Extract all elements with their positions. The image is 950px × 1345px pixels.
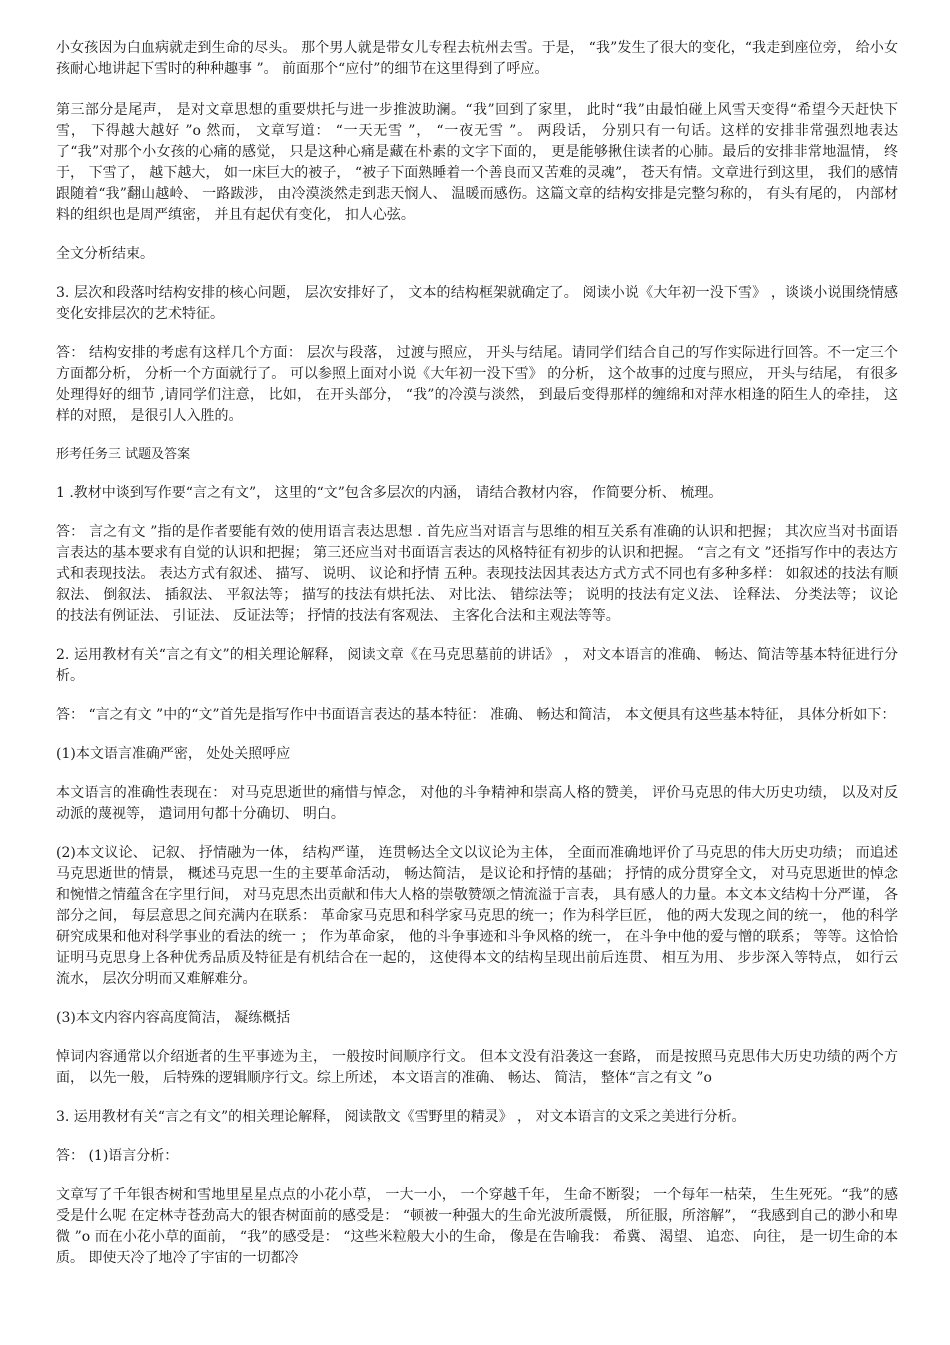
paragraph-1: 小女孩因为白血病就走到生命的尽头。 那个男人就是带女儿专程去杭州去雪。于是， “我”发生了很大的变化，“我走到座位旁， 给小女孩耐心地讲起下雪时的种种趣事 ”。 前面那个“应付”的细节在这里得到了呼应。	[56, 40, 898, 77]
answer-2-point-2: (2)本文议论、 记叙、 抒情融为一体， 结构严谨， 连贯畅达全文以议论为主体， 全面而准确地评价了马克思的伟大历史功绩； 而追述马克思逝世的情景， 概述马克思一生的主要革命活动， 畅达简洁， 是议论和抒情的基础； 抒情的成分贯穿全文， 对马克思逝世的悼念和惋惜之情蕴含在字里行间， 对马克思杰出贡献和伟大人格的崇敬赞颂之情流溢于言表， 具有感人的力量。本文本文结构十分严谨， 各部分之间， 每层意思之间充满内在联系： 革命家马克思和科学家马克思的统一；作为科学巨匠， 他的两大发现之间的统一， 他的科学研究成果和他对科学事业的看法的统一 ； 作为革命家， 他的斗争事迹和斗争风格的统一， 在斗争中他的爱与憎的联系； 等等。这恰恰证明马克思身上各种优秀品质及特征是有机结合在一起的， 这使得本文的结构呈现出前后连贯、 相互为用、 步步深入等特点， 如行云流水， 层次分明而又难解难分。	[56, 845, 898, 987]
answer-2-point-1: (1)本文语言准确严密， 处处关照呼应	[56, 746, 291, 762]
question-3-prompt: 3. 层次和段落吋结构安排的核心问题， 层次安排好了， 文本的结构框架就确定了。 阅读小说《大年初一没下雪》 ，谈谈小说围绕情感变化安排层次的艺术特征。	[56, 285, 898, 322]
task3-question-3: 3. 运用教材有关“言之有文”的相关理论解释， 阅读散文《雪野里的精灵》 ， 对文本语言的文采之美进行分析。	[56, 1109, 746, 1125]
answer-3: 答： 结构安排的考虑有这样几个方面： 层次与段落， 过渡与照应， 开头与结尾。请同学们结合自己的写作实际进行回答。不一定三个方面都分析， 分析一个方面就行了。 可以参照上面对小说《大年初一没下雪》 的分析， 这个故事的过度与照应， 开头与结尾， 有很多处理得好的细节 ,请同学们注意， 比如， 在开头部分， “我”的冷漠与淡然， 到最后变得那样的缠绵和对萍水相逢的陌生人的牵挂， 这样的对照， 是很引人入胜的。	[56, 345, 898, 424]
task3-answer-1: 答： 言之有文 ”指的是作者要能有效的使用语言表达思想 . 首先应当对语言与思维的相互关系有准确的认识和把握； 其次应当对书面语言表达的基本要求有自觉的认识和把握； 第三还应当对书面语言表达的风格特征有初步的认识和把握。 “言之有文 ”还指写作中的表达方式和表现技法。 表达方式有叙述、 描写、 说明、 议论和抒情 五种。表现技法因其表达方式方式不同也有多种多样： 如叙述的技法有顺叙法、 倒叙法、 插叙法、 平叙法等； 描写的技法有烘托法、 对比法、 错综法等； 说明的技法有定义法、 诠释法、 分类法等； 议论的技法有例证法、 引证法、 反证法等； 抒情的技法有客观法、 主客化合法和主观法等等。	[56, 524, 898, 624]
task3-answer-2-intro: 答： “言之有文 ”中的“文”首先是指写作中书面语言表达的基本特征： 准确、 畅达和简洁， 本文便具有这些基本特征， 具体分析如下：	[56, 707, 896, 723]
task3-answer-3-label: 答： (1)语言分析：	[56, 1148, 179, 1164]
answer-2-point-3: (3)本文内容内容高度简洁， 凝练概括	[56, 1010, 291, 1026]
analysis-end-note: 全文分析结束。	[56, 246, 154, 262]
section-heading: 形考任务三 试题及答案	[56, 447, 191, 462]
answer-2-point-3-text: 悼词内容通常以介绍逝者的生平事迹为主， 一般按时间顺序行文。 但本文没有沿袭这一套路， 而是按照马克思伟大历史功绩的两个方面， 以先一般， 后特殊的逻辑顺序行文。综上所述， 本文语言的准确、 畅达、 简洁， 整体“言之有文 ”o	[56, 1049, 898, 1086]
paragraph-2: 第三部分是尾声， 是对文章思想的重要烘托与进一步推波助澜。“我”回到了家里， 此时“我”由最怕碰上风雪天变得“希望今天赶快下雪， 下得越大越好 ”o 然而， 文章写道： “一天无雪 ”， “一夜无雪 ”。 两段话， 分别只有一句话。这样的安排非常强烈地表达了“我”对那个小女孩的心痛的感觉， 只是这种心痛是藏在朴素的文字下面的， 更是能够揪住读者的心肺。最后的安排非常地温情， 终于， 下雪了， 越下越大， 如一床巨大的被子， “被子下面熟睡着一个善良而又苦难的灵魂”， 苍天有情。文章进行到这里， 我们的感情跟随着“我”翻山越岭、 一路跋涉， 由冷漠淡然走到悲天悯人、 温暖而感伤。这篇文章的结构安排是完整匀称的， 有头有尾的， 内部材料的组织也是周严缜密， 并且有起伏有变化， 扣人心弦。	[56, 102, 898, 223]
task3-question-2: 2. 运用教材有关“言之有文”的相关理论解释， 阅读文章《在马克思墓前的讲话》 ， 对文本语言的准确、 畅达、简洁等基本特征进行分析。	[56, 647, 898, 684]
task3-answer-3-text: 文章写了千年银杏树和雪地里星星点点的小花小草， 一大一小， 一个穿越千年， 生命不断裂； 一个每年一枯荣， 生生死死。“我”的感受是什么呢 在定林寺苍劲高大的银杏树面前的感受是： “顿被一种强大的生命光波所震慑， 所征服，所溶解”， “我感到自己的渺小和卑微 ”o 而在小花小草的面前， “我”的感受是： “这些米粒般大小的生命， 像是在告喻我： 希冀、 渴望、 追恋、 向往， 是一切生命的本质。 即使天冷了地冷了宇宙的一切都冷	[56, 1187, 898, 1266]
answer-2-point-1-text: 本文语言的准确性表现在： 对马克思逝世的痛惜与悼念， 对他的斗争精神和崇高人格的赞美， 评价马克思的伟大历史功绩， 以及对反动派的蔑视等， 遣词用句都十分确切、 明白。	[56, 785, 898, 822]
task3-question-1: 1 .教材中谈到写作要“言之有文”， 这里的“文”包含多层次的内涵， 请结合教材内容， 作简要分析、 梳理。	[56, 485, 723, 501]
